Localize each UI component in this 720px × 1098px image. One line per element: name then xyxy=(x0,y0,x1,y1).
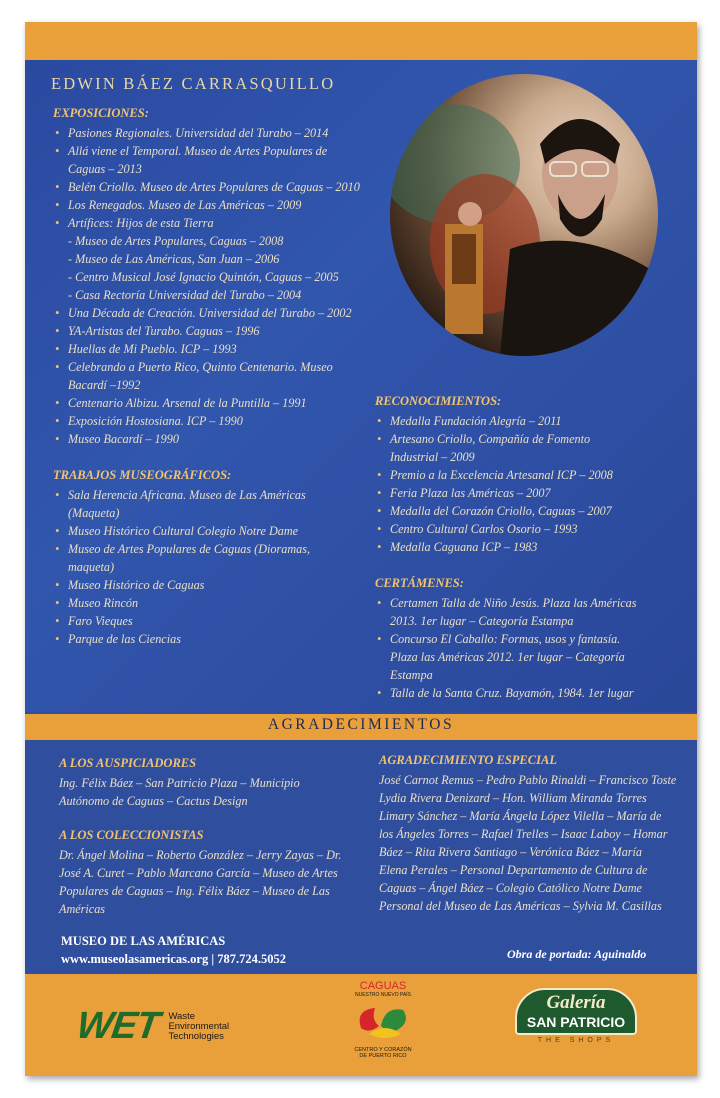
especial-line: Báez – Rita Rivera Santiago – Verónica Báez – María xyxy=(379,845,643,859)
certamen-item: • Concurso El Caballo: Formas, usos y fantasía. xyxy=(375,630,695,648)
right-column xyxy=(375,392,695,702)
caguas-logo xyxy=(345,980,421,1059)
caguas-logo-tagline xyxy=(345,1047,421,1059)
exposicion-item: - Casa Rectoría Universidad del Turabo – 2004 xyxy=(68,288,302,302)
coleccionistas-line: Américas xyxy=(59,902,106,916)
exposicion-item: • Museo Bacardí – 1990 xyxy=(53,430,393,448)
especial-text xyxy=(379,771,695,915)
reconocimiento-item: • Medalla del Corazón Criollo, Caguas – 2007 xyxy=(375,502,695,520)
reconocimiento-item: • Medalla Caguana ICP – 1983 xyxy=(375,538,695,556)
trabajo-item: • Museo de Artes Populares de Caguas (Dioramas, xyxy=(53,540,393,558)
auspiciadores-line: Ing. Félix Báez – San Patricio Plaza – Municipio xyxy=(59,776,300,790)
reconocimiento-item: • Medalla Fundación Alegría – 2011 xyxy=(375,412,695,430)
trabajos-heading: TRABAJOS MUSEOGRÁFICOS: xyxy=(53,468,232,482)
coleccionistas-line: José A. Curet – Pablo Marcano García – Museo de Artes xyxy=(59,866,338,880)
exposicion-item: • Una Década de Creación. Universidad del Turabo – 2002 xyxy=(53,304,393,322)
galeria-shops: THE SHOPS xyxy=(537,1037,615,1044)
coleccionistas-line: Populares de Caguas – Ing. Félix Báez – Museo de Las xyxy=(59,884,330,898)
wet-logo-text xyxy=(168,1012,229,1042)
certamen-item: Plaza las Américas 2012. 1er lugar – Categoría xyxy=(390,650,625,664)
especial-line: José Carnot Remus – Pedro Pablo Rinaldi – Francisco Toste xyxy=(379,773,677,787)
caguas-logo-subtitle: NUESTRO NUEVO PAÍS xyxy=(354,992,412,998)
trabajo-item: • Museo Rincón xyxy=(53,594,393,612)
certamen-item: • Talla de la Santa Cruz. Bayamón, 1984. 1er lugar xyxy=(375,684,695,702)
caguas-tagline-line: DE PUERTO RICO xyxy=(359,1053,407,1059)
museum-contact: www.museolasamericas.org | 787.724.5052 xyxy=(61,952,286,966)
wet-text-line: Technologies xyxy=(168,1030,224,1042)
museum-name: MUSEO DE LAS AMÉRICAS xyxy=(61,934,226,948)
reconocimiento-item: • Feria Plaza las Américas – 2007 xyxy=(375,484,695,502)
certamenes-heading: CERTÁMENES: xyxy=(375,576,464,590)
exposicion-item: • YA-Artistas del Turabo. Caguas – 1996 xyxy=(53,322,393,340)
exposicion-item: • Centenario Albizu. Arsenal de la Puntilla – 1991 xyxy=(53,394,393,412)
exposicion-item: • Celebrando a Puerto Rico, Quinto Centenario. Museo xyxy=(53,358,393,376)
especial-heading: AGRADECIMIENTO ESPECIAL xyxy=(379,753,557,767)
agradecimientos-title: AGRADECIMIENTOS xyxy=(267,716,455,733)
agradecimientos-right xyxy=(379,751,695,915)
cover-credit: Obra de portada: Aguinaldo xyxy=(507,947,647,961)
museum-info xyxy=(61,932,286,968)
trabajo-item: • Museo Histórico de Caguas xyxy=(53,576,393,594)
trabajo-item: (Maqueta) xyxy=(68,506,120,520)
trabajos-list xyxy=(53,486,393,648)
wet-logo xyxy=(74,1005,230,1048)
artist-name: EDWIN BÁEZ CARRASQUILLO xyxy=(51,74,336,93)
reconocimiento-item: Industrial – 2009 xyxy=(390,450,475,464)
wet-logo-mark: WET xyxy=(74,1005,162,1047)
artist-portrait xyxy=(390,74,658,356)
especial-line: Personal del Museo de Las Américas – Sylvia M. Casillas xyxy=(379,899,662,913)
trabajo-item: • Museo Histórico Cultural Colegio Notre Dame xyxy=(53,522,393,540)
reconocimientos-list xyxy=(375,412,695,556)
exposicion-item: • Los Renegados. Museo de Las Américas – 2009 xyxy=(53,196,393,214)
exposicion-item: - Museo de Las Américas, San Juan – 2006 xyxy=(68,252,280,266)
reconocimientos-heading: RECONOCIMIENTOS: xyxy=(375,394,502,408)
exposicion-item: • Artífices: Hijos de esta Tierra xyxy=(53,214,393,232)
caguas-logo-title: CAGUAS xyxy=(359,980,407,992)
trabajo-item: maqueta) xyxy=(68,560,115,574)
exposicion-item: Caguas – 2013 xyxy=(68,162,142,176)
exposicion-item: • Huellas de Mi Pueblo. ICP – 1993 xyxy=(53,340,393,358)
exposicion-item: • Pasiones Regionales. Universidad del Turabo – 2014 xyxy=(53,124,393,142)
especial-line: Limary Sánchez – María Ángela López Vilella – María de xyxy=(379,809,662,823)
brochure-page xyxy=(25,22,697,1076)
coleccionistas-heading: A LOS COLECCIONISTAS xyxy=(59,828,204,842)
certamen-item: Estampa xyxy=(390,668,433,682)
especial-line: Lydia Rivera Denizard – Hon. William Miranda Torres xyxy=(379,791,647,805)
auspiciadores-text xyxy=(59,774,359,810)
exposicion-item: • Belén Criollo. Museo de Artes Populares de Caguas – 2010 xyxy=(53,178,393,196)
especial-line: Caguas – Ángel Báez – Colegio Católico Notre Dame xyxy=(379,881,642,895)
caguas-tagline-line: CENTRO Y CORAZÓN xyxy=(354,1047,412,1053)
exposicion-item: • Exposición Hostosiana. ICP – 1990 xyxy=(53,412,393,430)
coleccionistas-line: Dr. Ángel Molina – Roberto González – Jerry Zayas – Dr. xyxy=(59,848,342,862)
certamen-item: • Certamen Talla de Niño Jesús. Plaza las Américas xyxy=(375,594,695,612)
wet-text-line: Waste xyxy=(168,1010,196,1022)
trabajo-item: • Faro Vieques xyxy=(53,612,393,630)
especial-line: Elena Perales – Personal Departamento de Cultura de xyxy=(379,863,648,877)
galeria-script: Galería xyxy=(546,992,606,1013)
exposicion-item: • Allá viene el Temporal. Museo de Artes Populares de xyxy=(53,142,393,160)
certamenes-list xyxy=(375,594,695,702)
galeria-name: SAN PATRICIO xyxy=(526,1014,626,1030)
wet-text-line: Environmental xyxy=(168,1020,230,1032)
exposicion-item: Bacardí –1992 xyxy=(68,378,141,392)
especial-line: los Ángeles Torres – Rafael Trelles – Isaac Laboy – Homar xyxy=(379,827,668,841)
top-orange-band xyxy=(25,22,697,60)
left-column xyxy=(53,104,393,648)
galeria-san-patricio-logo xyxy=(515,988,637,1044)
trabajo-item: • Sala Herencia Africana. Museo de Las Américas xyxy=(53,486,393,504)
auspiciadores-line: Autónomo de Caguas – Cactus Design xyxy=(59,794,248,808)
agradecimientos-left xyxy=(59,754,359,918)
exposiciones-heading: EXPOSICIONES: xyxy=(53,106,149,120)
exposicion-item: - Centro Musical José Ignacio Quintón, Caguas – 2005 xyxy=(68,270,339,284)
certamen-item: 2013. 1er lugar – Categoría Estampa xyxy=(390,614,574,628)
trabajo-item: • Parque de las Ciencias xyxy=(53,630,393,648)
reconocimiento-item: • Artesano Criollo, Compañía de Fomento xyxy=(375,430,695,448)
exposicion-item: - Museo de Artes Populares, Caguas – 2008 xyxy=(68,234,284,248)
exposiciones-list xyxy=(53,124,393,448)
coleccionistas-text xyxy=(59,846,359,918)
reconocimiento-item: • Premio a la Excelencia Artesanal ICP – 2008 xyxy=(375,466,695,484)
caguas-heart-icon xyxy=(351,998,415,1042)
auspiciadores-heading: A LOS AUSPICIADORES xyxy=(59,756,197,770)
reconocimiento-item: • Centro Cultural Carlos Osorio – 1993 xyxy=(375,520,695,538)
